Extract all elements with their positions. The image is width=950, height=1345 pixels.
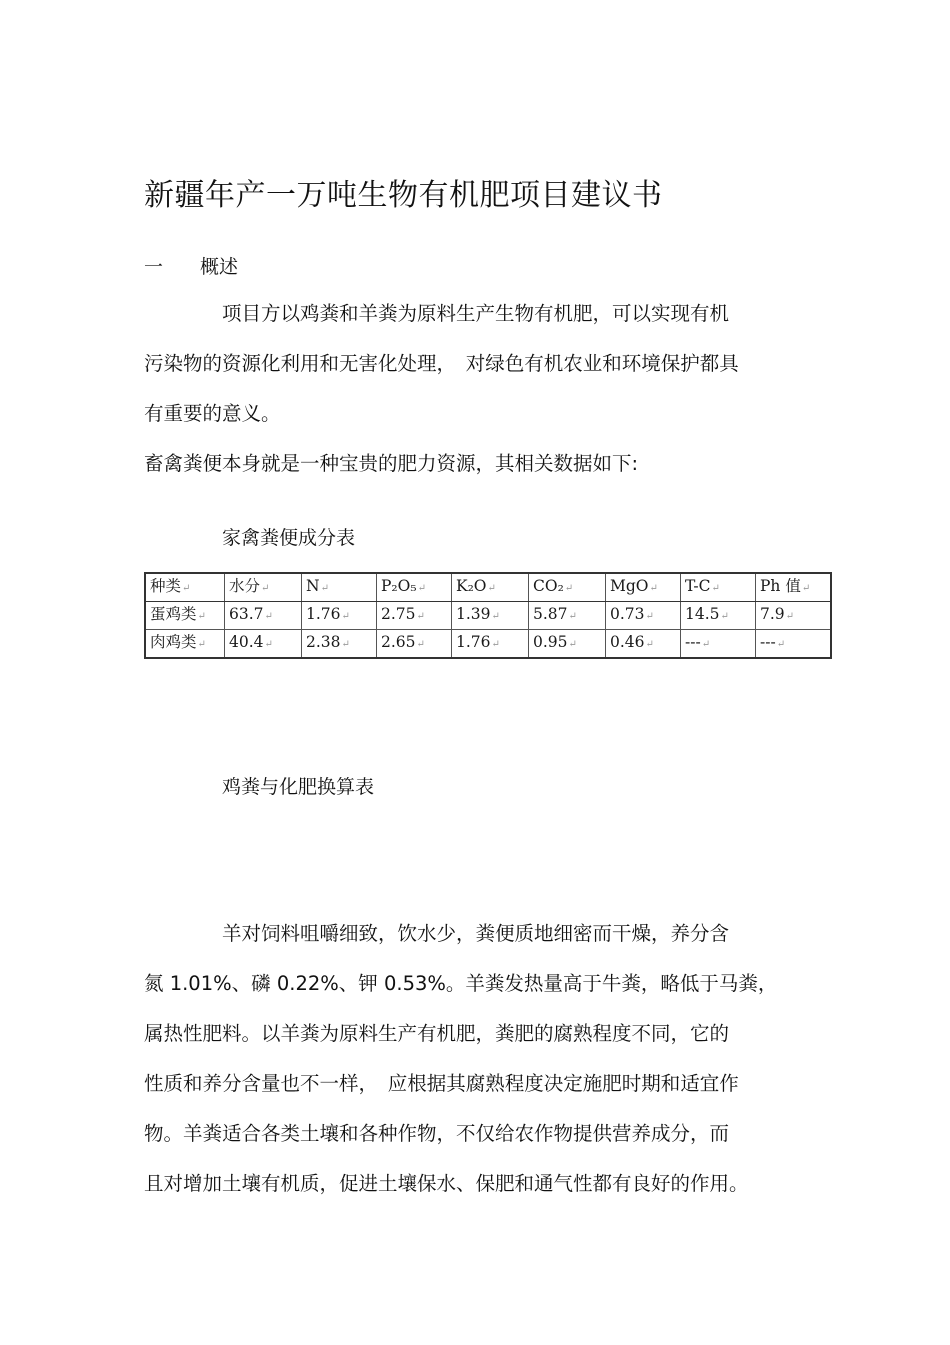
header-cell: T-C↵ bbox=[681, 573, 756, 602]
page-title: 新疆年产一万吨生物有机肥项目建议书 bbox=[144, 178, 663, 213]
paragraph-line: 项目方以鸡粪和羊粪为原料生产生物有机肥，可以实现有机 bbox=[222, 302, 730, 325]
table-row bbox=[145, 630, 831, 659]
table-cell: 0.95↵ bbox=[529, 630, 606, 659]
table-cell: 40.4↵ bbox=[225, 630, 302, 659]
table-cell: 1.76↵ bbox=[452, 630, 529, 659]
paragraph-line: 羊对饲料咀嚼细致，饮水少，粪便质地细密而干燥，养分含 bbox=[222, 922, 730, 945]
section-heading bbox=[144, 252, 238, 279]
table-cell: 2.38↵ bbox=[302, 630, 377, 659]
section-number: 一 bbox=[144, 256, 164, 278]
table-cell: ---↵ bbox=[756, 630, 832, 659]
table-row bbox=[145, 602, 831, 630]
header-cell: P₂O₅↵ bbox=[377, 573, 452, 602]
table-caption-conversion: 鸡粪与化肥换算表 bbox=[222, 776, 375, 798]
paragraph-line: 污染物的资源化利用和无害化处理， 对绿色有机农业和环境保护都具 bbox=[144, 352, 739, 375]
header-cell: Ph 值↵ bbox=[756, 573, 832, 602]
header-cell: N↵ bbox=[302, 573, 377, 602]
table-cell: 7.9↵ bbox=[756, 602, 832, 630]
table-cell: 蛋鸡类↵ bbox=[145, 602, 225, 630]
header-cell: CO₂↵ bbox=[529, 573, 606, 602]
table-cell: 肉鸡类↵ bbox=[145, 630, 225, 659]
table-caption-poultry: 家禽粪便成分表 bbox=[222, 527, 356, 549]
header-cell: MgO↵ bbox=[606, 573, 681, 602]
table-cell: 0.46↵ bbox=[606, 630, 681, 659]
paragraph-line: 氮 1.01%、磷 0.22%、钾 0.53%。羊粪发热量高于牛粪，略低于马粪， bbox=[144, 972, 778, 995]
table-cell: 2.75↵ bbox=[377, 602, 452, 630]
table-cell: 63.7↵ bbox=[225, 602, 302, 630]
paragraph-line: 且对增加土壤有机质，促进土壤保水、保肥和通气性都有良好的作用。 bbox=[144, 1172, 749, 1195]
poultry-manure-table bbox=[144, 572, 832, 659]
paragraph-line: 畜禽粪便本身就是一种宝贵的肥力资源，其相关数据如下: bbox=[144, 452, 639, 475]
paragraph-line: 性质和养分含量也不一样， 应根据其腐熟程度决定施肥时期和适宜作 bbox=[144, 1072, 739, 1095]
header-cell: K₂O↵ bbox=[452, 573, 529, 602]
header-cell: 种类↵ bbox=[145, 573, 225, 602]
paragraph-line: 有重要的意义。 bbox=[144, 402, 281, 425]
table-cell: 2.65↵ bbox=[377, 630, 452, 659]
overview-paragraph bbox=[144, 289, 804, 439]
paragraph-line: 物。羊粪适合各类土壤和各种作物，不仅给农作物提供营养成分，而 bbox=[144, 1122, 730, 1145]
table-cell: 5.87↵ bbox=[529, 602, 606, 630]
table-cell: ---↵ bbox=[681, 630, 756, 659]
table-cell: 1.39↵ bbox=[452, 602, 529, 630]
sheep-manure-paragraph bbox=[144, 909, 804, 1209]
table-header-row bbox=[145, 573, 831, 602]
table-cell: 0.73↵ bbox=[606, 602, 681, 630]
header-cell: 水分↵ bbox=[225, 573, 302, 602]
table-cell: 14.5↵ bbox=[681, 602, 756, 630]
intro-paragraph bbox=[144, 439, 804, 489]
section-title: 概述 bbox=[200, 256, 239, 278]
table-cell: 1.76↵ bbox=[302, 602, 377, 630]
paragraph-line: 属热性肥料。以羊粪为原料生产有机肥，粪肥的腐熟程度不同，它的 bbox=[144, 1022, 730, 1045]
